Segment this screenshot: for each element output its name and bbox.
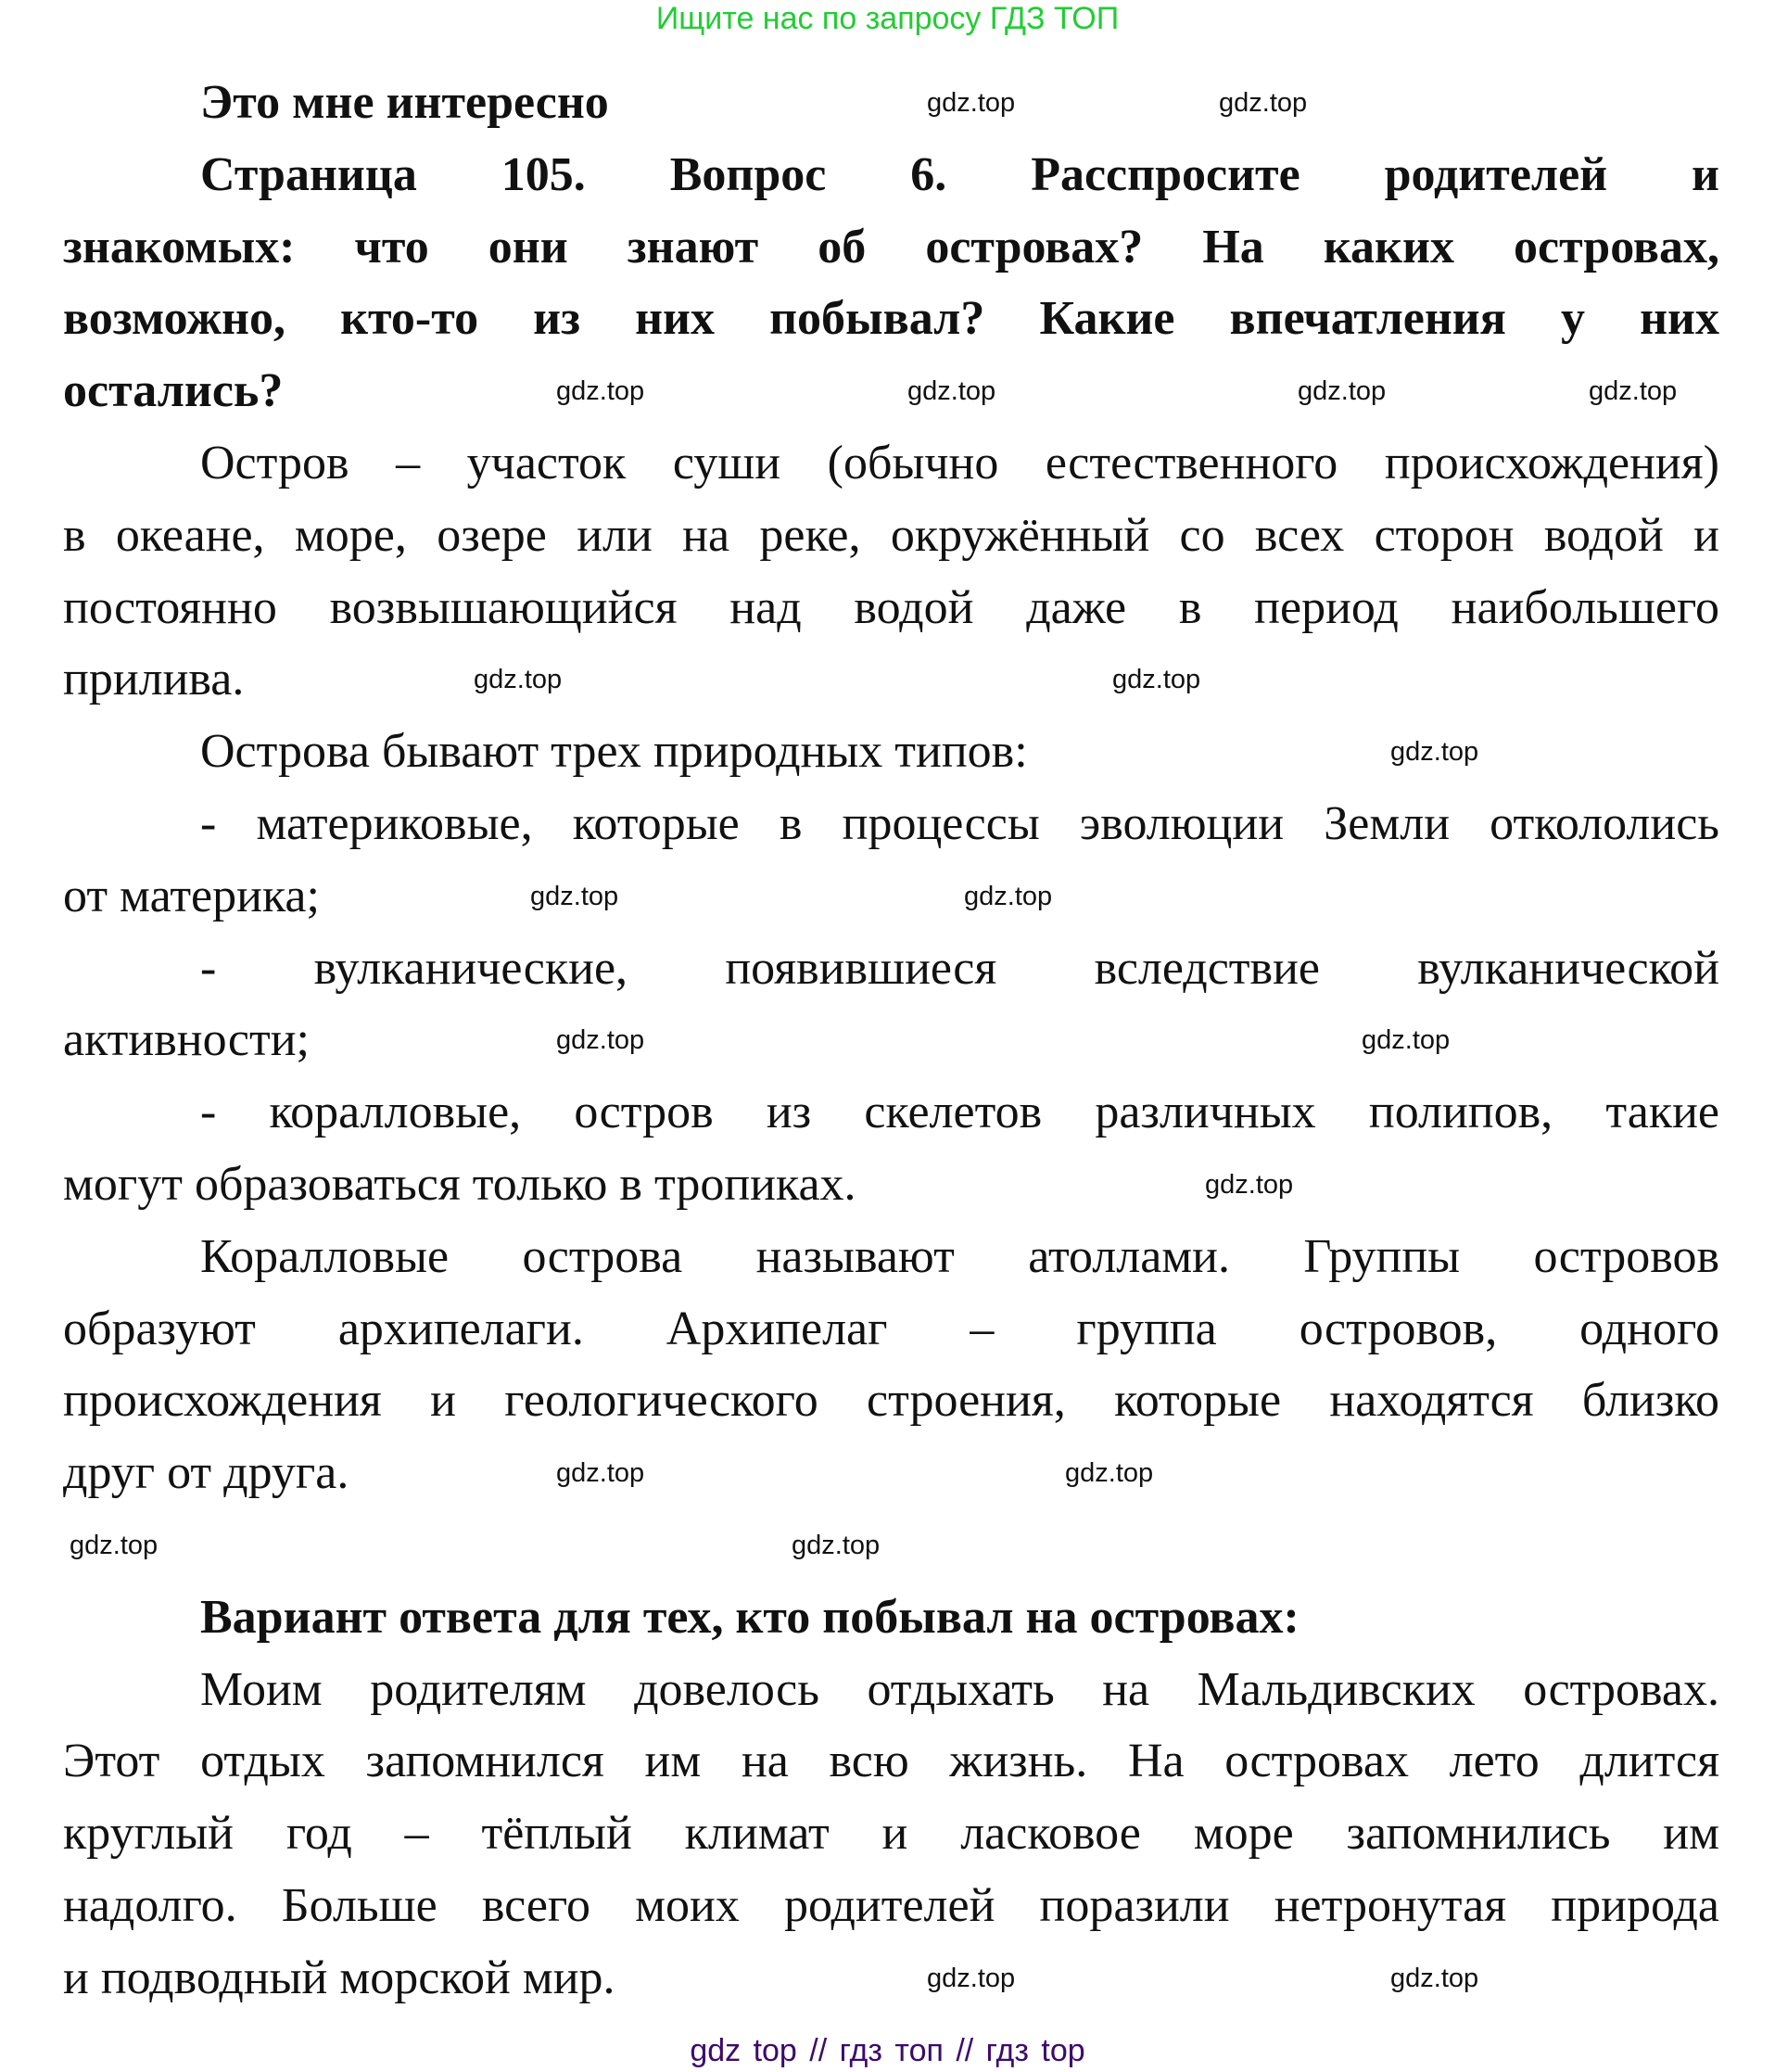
- text-line: [63, 643, 1719, 716]
- text-line: [63, 1437, 1719, 1509]
- watermark: gdz.top: [1065, 1458, 1154, 1488]
- watermark: gdz.top: [556, 1458, 645, 1488]
- text-line-content: Острова бывают трех природных типов:: [200, 725, 1028, 779]
- text-line-content: могут образоваться только в тропиках.: [63, 1157, 856, 1211]
- watermark: gdz.top: [1362, 1025, 1451, 1055]
- watermark: gdz.top: [1205, 1170, 1294, 1200]
- text-line: [63, 1582, 1719, 1654]
- text-line: [63, 1365, 1719, 1437]
- text-line-content: - коралловые, остров из скелетов различных полипов, такие: [200, 1086, 1719, 1139]
- text-line-content: от материка;: [63, 869, 320, 922]
- watermark: gdz.top: [556, 1025, 645, 1055]
- question-text: [63, 139, 1719, 427]
- text-line-content: Коралловые острова называют атоллами. Группы островов: [200, 1229, 1719, 1283]
- text-line-content: - вулканические, появившиеся вследствие вулканической: [200, 941, 1719, 995]
- text-line-content: знакомых: что они знают об островах? На каких островах,: [63, 220, 1719, 273]
- text-line: [63, 1149, 1719, 1221]
- text-line: [63, 1870, 1719, 1942]
- watermark: gdz.top: [964, 882, 1053, 911]
- watermark: gdz.top: [556, 376, 645, 406]
- watermark: gdz.top: [907, 376, 996, 406]
- answer-heading: [63, 1582, 1719, 1654]
- text-line-content: Вариант ответа для тех, кто побывал на островах:: [200, 1590, 1300, 1644]
- footer-links: gdz top // гдз топ // гдз top: [690, 2033, 1085, 2068]
- paragraph: [63, 933, 1719, 1077]
- text-line: [63, 283, 1719, 355]
- text-line-content: - материковые, которые в процессы эволюции Земли откололись: [200, 796, 1719, 850]
- text-line: [63, 1725, 1719, 1798]
- text-line-content: прилива.: [63, 653, 245, 706]
- text-line: [63, 500, 1719, 572]
- text-line-content: происхождения и геологического строения, которые находятся близко: [63, 1374, 1719, 1428]
- search-banner: Ищите нас по запросу ГДЗ ТОП: [655, 1, 1120, 36]
- watermark: gdz.top: [1298, 376, 1387, 406]
- section-title: [63, 67, 1719, 139]
- text-line-content: и подводный морской мир.: [63, 1951, 615, 2004]
- text-line: [63, 427, 1719, 500]
- text-line: [63, 1221, 1719, 1293]
- text-line-content: активности;: [63, 1013, 310, 1067]
- document-body: [63, 67, 1719, 2015]
- watermark: gdz.top: [1390, 1964, 1479, 1993]
- watermark: gdz.top: [530, 882, 619, 911]
- watermark: gdz.top: [70, 1531, 158, 1560]
- paragraph: [63, 1076, 1719, 1221]
- text-line-content: Этот отдых запомнился им на всю жизнь. На островах лето длится: [63, 1735, 1719, 1788]
- text-line-content: возможно, кто-то из них побывал? Какие впечатления у них: [63, 292, 1719, 346]
- text-line: [63, 1293, 1719, 1366]
- text-line: [63, 355, 1719, 427]
- text-line-content: в океане, море, озере или на реке, окружённый со всех сторон водой и: [63, 508, 1719, 562]
- text-line-content: постоянно возвышающийся над водой даже в период наибольшего: [63, 580, 1719, 634]
- text-line-content: остались?: [63, 364, 284, 418]
- text-line: [63, 67, 1719, 139]
- text-line: [63, 211, 1719, 284]
- text-line: [63, 1798, 1719, 1870]
- watermark: gdz.top: [1390, 737, 1479, 767]
- paragraph: [63, 1221, 1719, 1509]
- paragraph: [63, 1654, 1719, 2015]
- text-line-content: друг от друга.: [63, 1446, 349, 1500]
- text-line-content: надолго. Больше всего моих родителей поразили нетронутая природа: [63, 1878, 1719, 1932]
- text-line: [63, 1654, 1719, 1726]
- watermark: gdz.top: [1219, 88, 1308, 118]
- text-line-content: Страница 105. Вопрос 6. Расспросите родителей и: [200, 147, 1719, 201]
- text-line: [63, 860, 1719, 933]
- paragraph: [63, 788, 1719, 933]
- text-line-content: круглый год – тёплый климат и ласковое море запомнились им: [63, 1807, 1719, 1861]
- watermark: gdz.top: [1112, 665, 1201, 694]
- watermark: gdz.top: [927, 88, 1016, 118]
- text-line: [63, 139, 1719, 211]
- paragraph: [63, 427, 1719, 716]
- watermark: gdz.top: [1589, 376, 1678, 406]
- watermark: gdz.top: [927, 1964, 1016, 1993]
- watermark: gdz.top: [474, 665, 563, 694]
- text-line: [63, 788, 1719, 860]
- text-line-content: Моим родителям довелось отдыхать на Мальдивских островах.: [200, 1662, 1719, 1716]
- text-line: [63, 933, 1719, 1005]
- watermark: gdz.top: [792, 1531, 881, 1560]
- text-line: [63, 572, 1719, 644]
- text-line-content: Остров – участок суши (обычно естественного происхождения): [200, 436, 1719, 489]
- text-line-content: Это мне интересно: [200, 76, 609, 129]
- text-line: [63, 1004, 1719, 1076]
- text-line: [63, 1076, 1719, 1149]
- text-line-content: образуют архипелаги. Архипелаг – группа островов, одного: [63, 1302, 1719, 1355]
